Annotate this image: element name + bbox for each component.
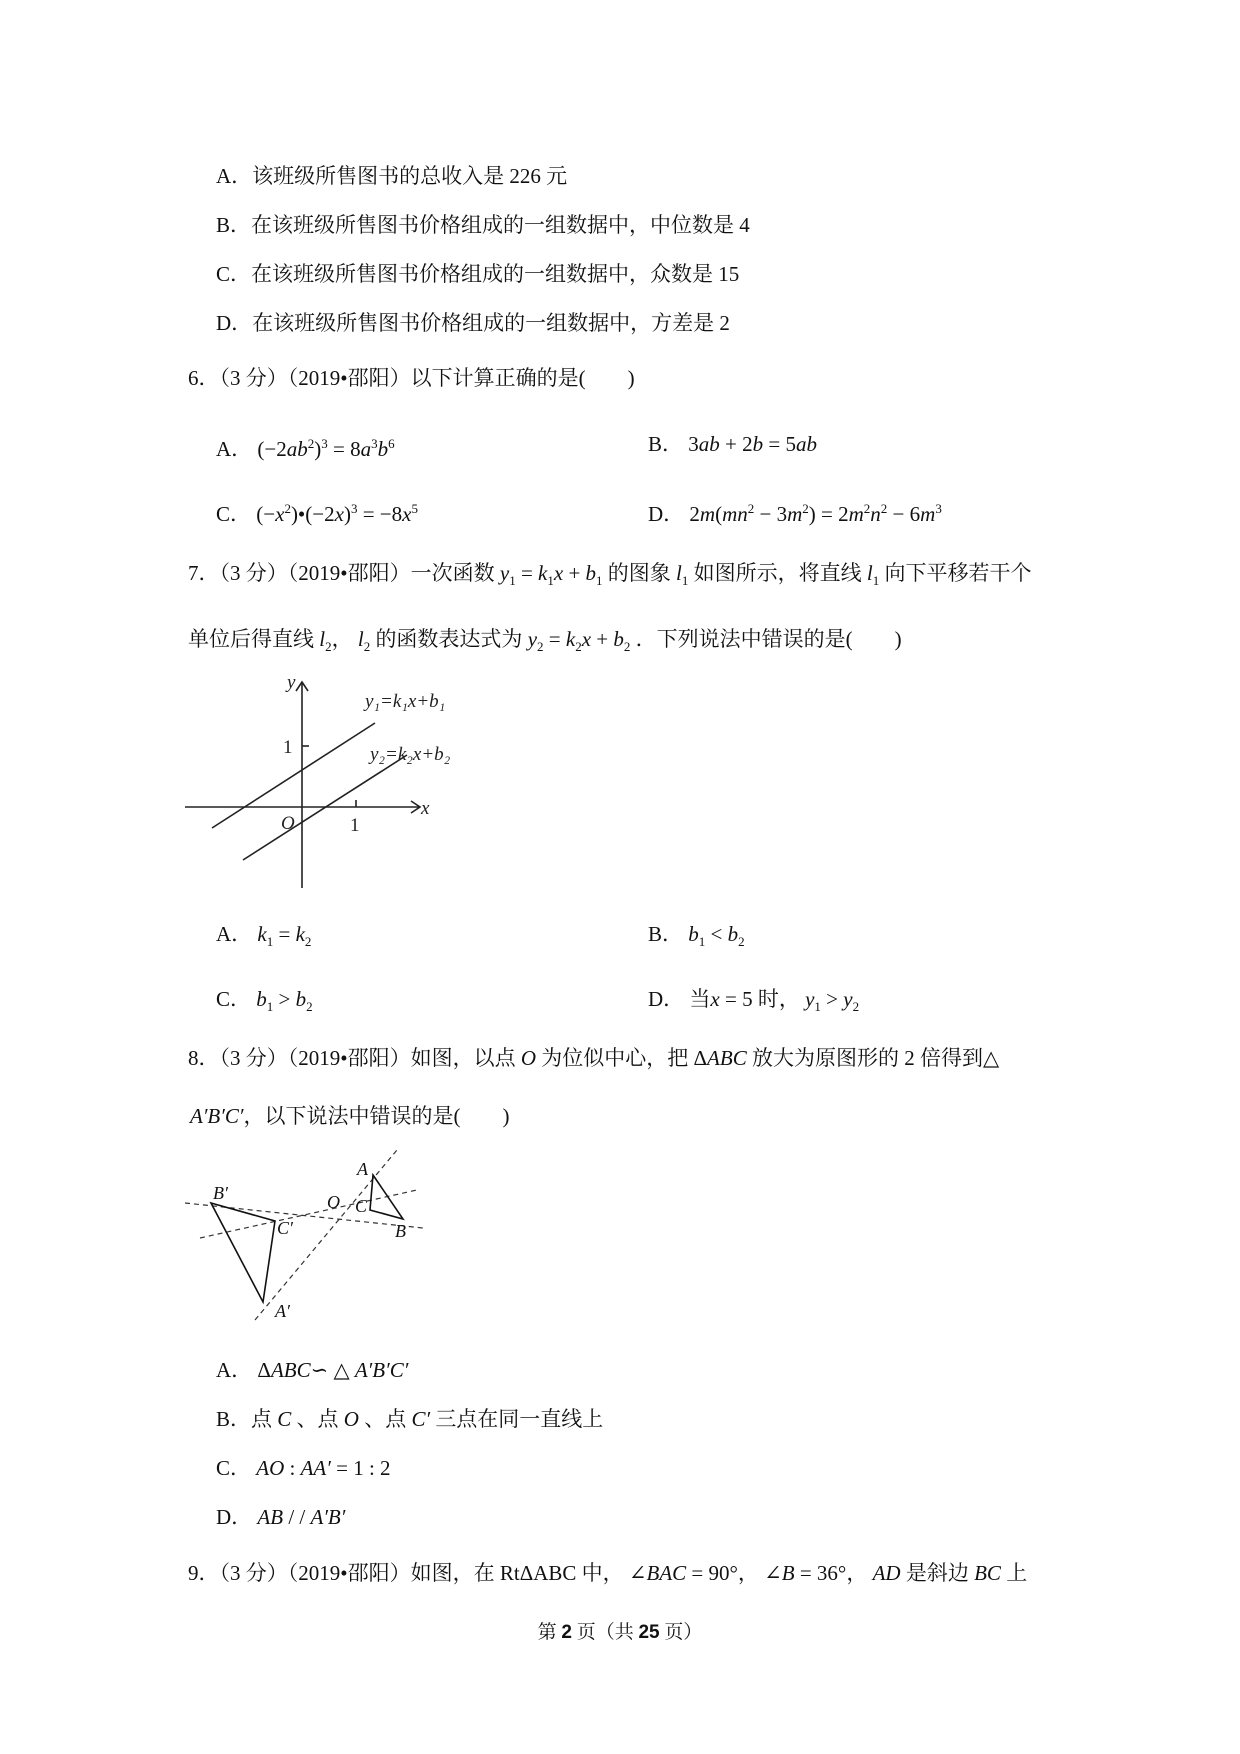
q8-option-d: D． AB / / A′B′ [216, 1505, 346, 1529]
q9-stem: 9．（3 分）（2019•邵阳）如图，在 RtΔABC 中， ∠BAC = 90°， ∠B = 36°， AD 是斜边 BC 上 [188, 1561, 1028, 1585]
label-y2: y₂=k₂x+b₂ [370, 744, 451, 765]
q7-option-c: C． $b_1 > b_2$ [216, 987, 313, 1015]
q7-option-d: D． 当x = 5 时， $y_1 > y_2$ [648, 987, 860, 1015]
q6-option-c: C． $(-x^2)•(-2x)^3 = -8x^5$ [216, 501, 418, 526]
tick-label-y-1: 1 [283, 737, 293, 758]
label-o: O [327, 1192, 340, 1212]
label-b: B [395, 1221, 406, 1241]
axis-label-y: y [287, 672, 296, 693]
q6-option-d: D． $2m(mn^2 - 3m^2) = 2m^2n^2 - 6m^3$ [648, 501, 942, 526]
label-a: A [357, 1159, 368, 1179]
q7-option-b: B． $b_1 < b_2$ [648, 922, 745, 950]
q5-option-d: D．在该班级所售图书价格组成的一组数据中，方差是 2 [216, 311, 730, 335]
label-a-prime: A′ [275, 1301, 290, 1321]
q5-option-c: C．在该班级所售图书价格组成的一组数据中，众数是 15 [216, 262, 740, 286]
q6-option-a: A． $(-2ab^2)^3 = 8a^3b^6$ [216, 436, 395, 461]
q7-stem: 7．（3 分）（2019•邵阳）一次函数 $y_1 = k_1x + b_1$ 的图象 $l_1$ 如图所示，将直线 $l_1$ 向下平移若干个 [188, 561, 1032, 589]
q8-option-b: B．点 C 、点 O 、点 C′ 三点在同一直线上 [216, 1407, 604, 1431]
tick-label-x-1: 1 [350, 815, 360, 836]
q6-stem: 6．（3 分）（2019•邵阳）以下计算正确的是( ) [188, 366, 635, 390]
q7-option-a: A． $k_1 = k_2$ [216, 922, 312, 950]
axis-label-x: x [421, 798, 430, 819]
label-c-prime: C′ [277, 1218, 293, 1238]
page-footer: 第 2 页（共 25 页） [537, 1622, 703, 1643]
q8-stem: 8．（3 分）（2019•邵阳）如图，以点 O 为位似中心，把 ΔABC 放大为原图形的 2 倍得到△ [188, 1046, 1000, 1070]
label-b-prime: B′ [213, 1183, 228, 1203]
q8-option-a: A． ΔABC∽ △ A′B′C′ [216, 1358, 409, 1382]
q6-option-b: B． 3ab + 2b = 5ab [648, 432, 817, 456]
q8-homothety-figure [185, 1150, 445, 1330]
label-y1: y₁=k₁x+b₁ [365, 691, 446, 712]
q7-graph-figure [185, 670, 455, 895]
page-total: 25 [638, 1622, 660, 1643]
q7-stem-line2: 单位后得直线 $l_2$， $l_2$ 的函数表达式为 $y_2 = k_2x + b_2$ ．下列说法中错误的是( ) [188, 627, 902, 655]
q8-stem-line2: A′B′C′，以下说法中错误的是( ) [190, 1104, 510, 1128]
label-c: C [355, 1196, 368, 1216]
q5-option-b: B．在该班级所售图书价格组成的一组数据中，中位数是 4 [216, 213, 750, 237]
page-number: 2 [561, 1622, 572, 1643]
triangle-a2b2c2 [211, 1203, 275, 1302]
q5-option-a: A．该班级所售图书的总收入是 226 元 [216, 164, 568, 188]
q8-option-c: C． AO : AA′ = 1 : 2 [216, 1456, 391, 1480]
origin-label: O [281, 813, 295, 834]
